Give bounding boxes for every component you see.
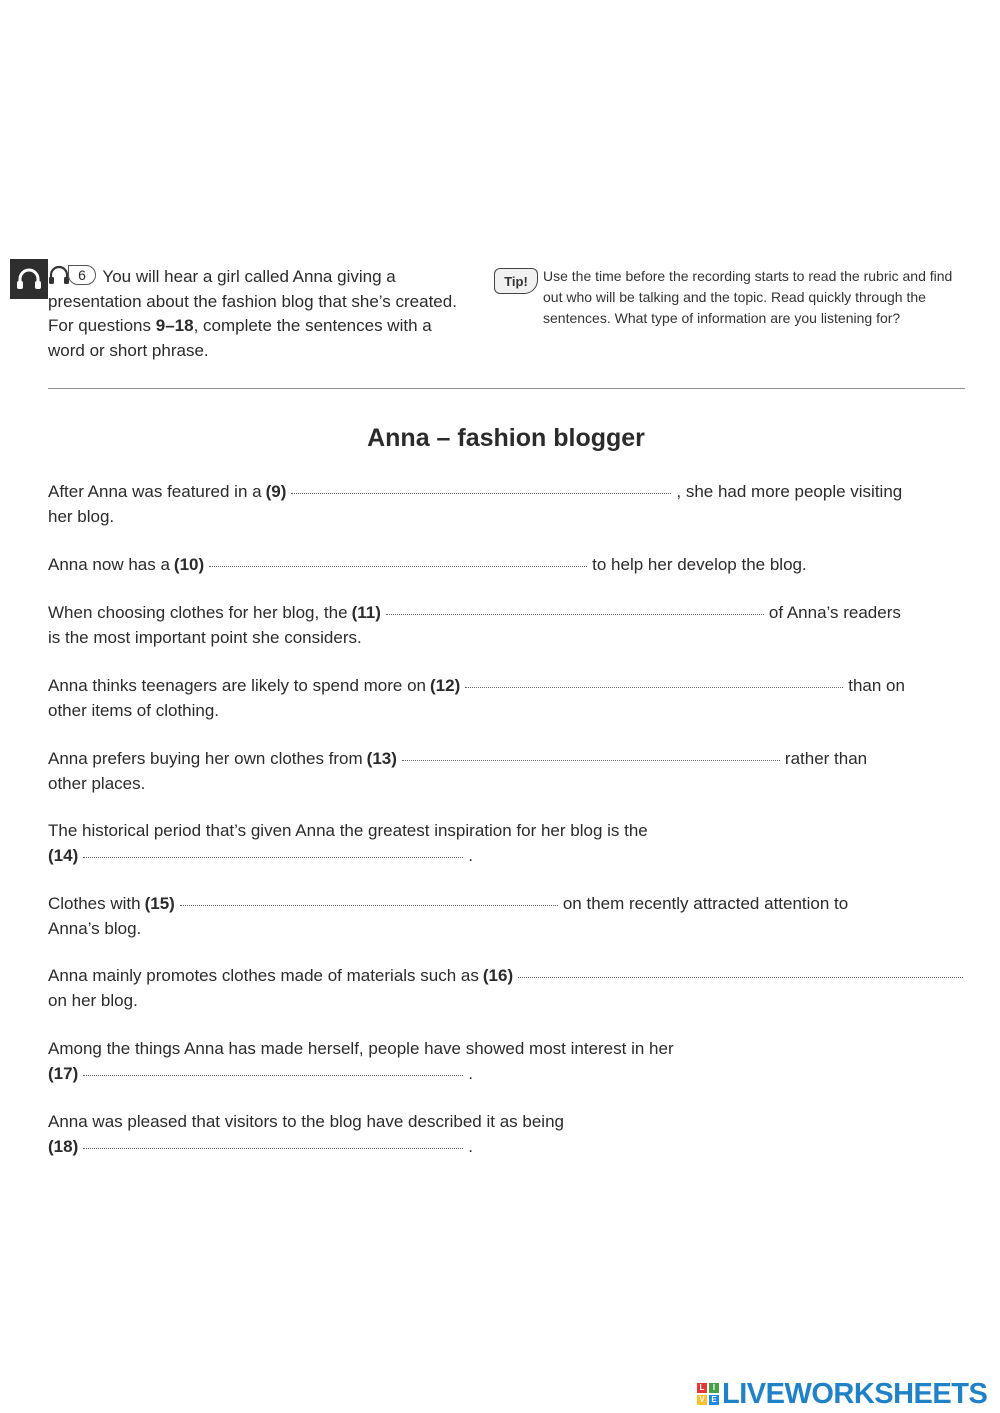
- question-number: (11): [351, 603, 381, 622]
- audio-icon: [10, 259, 48, 299]
- question-number: (14): [48, 845, 79, 865]
- question-14: [48, 819, 963, 868]
- question-number: (12): [430, 676, 461, 695]
- question-text: other places.: [48, 773, 146, 793]
- question-text: After Anna was featured in a: [48, 482, 262, 501]
- question-text: The historical period that’s given Anna the greatest inspiration for her blog is the: [48, 821, 648, 840]
- answer-blank[interactable]: [83, 1074, 463, 1076]
- logo-letter: I: [709, 1383, 719, 1393]
- question-text: rather than: [784, 749, 868, 768]
- question-10: [48, 553, 963, 578]
- answer-blank[interactable]: [209, 565, 587, 567]
- rubric-text-2: , complete the sentences with a word or short phrase.: [48, 316, 432, 360]
- answer-blank[interactable]: [465, 686, 843, 688]
- question-12: [48, 674, 963, 723]
- answer-blank[interactable]: [180, 904, 558, 906]
- question-17: [48, 1037, 963, 1086]
- question-text: Anna’s blog.: [48, 918, 142, 938]
- logo-letter: V: [697, 1395, 707, 1405]
- rubric-instructions: [48, 265, 458, 363]
- question-number: (16): [482, 966, 514, 985]
- logo-text: LIVEWORKSHEETS: [722, 1377, 988, 1410]
- question-text: .: [468, 1136, 473, 1156]
- logo-mark: [697, 1383, 719, 1405]
- question-number: (10): [173, 555, 205, 574]
- question-text: Anna was pleased that visitors to the blog have described it as being: [48, 1112, 564, 1131]
- logo-letter: L: [697, 1383, 707, 1393]
- tip-text: Use the time before the recording starts to read the rubric and find out who will be talking and the topic. Read quickly through the sentences. What type of information are you listening for?: [543, 268, 953, 326]
- divider: [48, 388, 965, 389]
- rubric-question-range: 9–18: [155, 316, 194, 335]
- question-text: of Anna’s readers: [768, 603, 901, 622]
- question-15: [48, 892, 963, 941]
- answer-blank[interactable]: [291, 492, 671, 494]
- question-9: [48, 480, 963, 529]
- logo-letter: E: [709, 1395, 719, 1405]
- answer-blank[interactable]: [83, 1147, 463, 1149]
- question-text: .: [468, 1063, 473, 1083]
- rubric-text-1: You will hear a girl called Anna giving a presentation about the fashion blog that she’s created. For questions: [48, 267, 457, 335]
- question-text: .: [468, 845, 473, 865]
- question-text: , she had more people visiting: [676, 482, 903, 501]
- question-text: When choosing clothes for her blog, the: [48, 603, 348, 622]
- question-text: to help her develop the blog.: [592, 555, 807, 574]
- question-text: Anna mainly promotes clothes made of materials such as: [48, 966, 479, 985]
- question-number: (9): [265, 482, 287, 501]
- question-text: Anna prefers buying her own clothes from: [48, 749, 363, 768]
- question-text: than on: [848, 676, 905, 695]
- answer-blank[interactable]: [83, 856, 463, 858]
- page-title: Anna – fashion blogger: [367, 424, 645, 452]
- track-number: 6: [68, 265, 96, 285]
- question-text: Anna now has a: [48, 555, 170, 574]
- tip-badge: Tip!: [494, 268, 538, 294]
- answer-blank[interactable]: [386, 613, 764, 615]
- question-text: on them recently attracted attention to: [562, 894, 849, 913]
- question-number: (13): [366, 749, 397, 768]
- question-text: is the most important point she considers.: [48, 627, 362, 647]
- question-text: Anna thinks teenagers are likely to spend more on: [48, 676, 427, 695]
- question-13: [48, 747, 963, 796]
- question-text: Clothes with: [48, 894, 141, 913]
- question-text: on her blog.: [48, 990, 138, 1010]
- answer-blank[interactable]: [402, 759, 780, 761]
- liveworksheets-logo: [697, 1378, 987, 1410]
- question-text: other items of clothing.: [48, 700, 220, 720]
- headphones-icon: [48, 265, 70, 285]
- question-16: [48, 964, 963, 1013]
- question-number: (17): [48, 1063, 79, 1083]
- question-18: [48, 1110, 963, 1159]
- question-11: [48, 601, 963, 650]
- question-number: (18): [48, 1136, 79, 1156]
- question-text: Among the things Anna has made herself, people have showed most interest in her: [48, 1039, 674, 1058]
- question-text: her blog.: [48, 506, 115, 526]
- answer-blank[interactable]: [518, 976, 963, 978]
- track-indicator: [48, 265, 96, 285]
- question-number: (15): [144, 894, 175, 913]
